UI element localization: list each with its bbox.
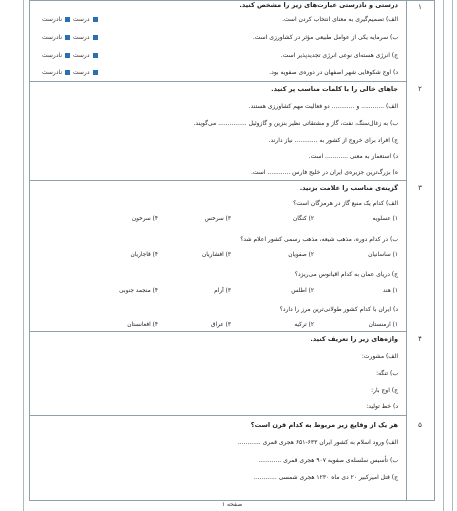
- question-number-2: ۲: [418, 85, 422, 93]
- q3-question-c: ج) دریای عمان به کدام اقیانوس می‌ریزد؟: [294, 271, 398, 278]
- true-label: درست: [73, 69, 90, 76]
- q3-d-option-1[interactable]: ۱) ارمنستان: [368, 322, 398, 328]
- question-number-1: ۱: [418, 3, 422, 11]
- q3-a-option-3[interactable]: ۳) سرخس: [204, 216, 231, 222]
- false-label: نادرست: [42, 34, 62, 41]
- q3-b-option-2[interactable]: ۲) صفویان: [288, 252, 314, 258]
- q3-b-option-4[interactable]: ۴) قاجاریان: [130, 252, 158, 258]
- true-label: درست: [73, 34, 90, 41]
- q5-title: هر یک از وقایع زیر مربوط به کدام قرن است؟: [250, 421, 398, 429]
- q1-title: درستی و نادرستی عبارت‌های زیر را مشخص کنید.: [239, 1, 398, 9]
- right-border-frame: [443, 0, 453, 511]
- q2-item-e: ه) بزرگ‌ترین جزیره‌ی ایران در خلیج فارس ............ است.: [250, 169, 398, 176]
- q1-b-answer: [42, 34, 98, 41]
- q3-b-option-3[interactable]: ۳) افشاریان: [202, 252, 231, 258]
- q1-d-true-checkbox[interactable]: [93, 70, 98, 75]
- q1-a-true-checkbox[interactable]: [93, 17, 98, 22]
- q3-d-option-3[interactable]: ۳) عراق: [211, 322, 231, 328]
- true-label: درست: [73, 16, 90, 23]
- q2-item-b: ب) به زغال‌سنگ، نفت، گاز و مشتقاتی نظیر بنزین و گازوئیل ............... می‌گویند.: [193, 120, 398, 127]
- q4-item-a: الف) مشورت:: [361, 353, 398, 360]
- true-label: درست: [73, 52, 90, 59]
- q5-item-b: ب) تأسیس سلسله‌ی صفویه ۹۰۷ هجری قمری ............: [258, 457, 398, 464]
- q3-a-option-1[interactable]: ۱) عسلویه: [372, 216, 398, 222]
- q1-a-false-checkbox[interactable]: [65, 17, 70, 22]
- q3-a-option-4[interactable]: ۴) سرخون: [131, 216, 158, 222]
- q3-question-d: د) ایران با کدام کشور طولانی‌ترین مرز را دارد؟: [279, 306, 398, 313]
- exam-sheet: [29, 0, 435, 501]
- false-label: نادرست: [42, 69, 62, 76]
- section-q3: [30, 180, 406, 332]
- q3-a-option-2[interactable]: ۲) کنگان: [293, 216, 314, 222]
- q3-d-option-4[interactable]: ۴) افغانستان: [127, 322, 158, 328]
- q1-a-answer: [42, 16, 98, 23]
- q1-c-false-checkbox[interactable]: [65, 53, 70, 58]
- q2-item-c: ج) افراد برای خروج از کشور به ............ نیاز دارند.: [268, 137, 398, 144]
- q5-item-c: ج) قتل امیرکبیر ۲۰ دی ماه ۱۲۳۰ هجری شمسی ............: [253, 474, 398, 481]
- q1-item-c: ج) انرژی هسته‌ای نوعی انرژی تجدیدپذیر است.: [280, 52, 398, 59]
- q3-d-option-2[interactable]: ۲) ترکیه: [294, 322, 314, 328]
- section-q4: [30, 331, 406, 416]
- question-number-5: ۵: [418, 421, 422, 429]
- q1-b-false-checkbox[interactable]: [65, 35, 70, 40]
- q3-title: گزینه‌ی مناسب را علامت بزنید.: [299, 184, 398, 192]
- section-q1: [30, 1, 406, 82]
- q3-question-a: الف) کدام یک منبع گاز در هرمزگان است؟: [293, 200, 398, 207]
- q3-c-option-3[interactable]: ۳) آرام: [214, 288, 231, 294]
- q1-c-answer: [42, 52, 98, 59]
- page-footer: صفحه ۱: [221, 501, 243, 508]
- q3-b-option-1[interactable]: ۱) ساسانیان: [368, 252, 398, 258]
- left-border-frame: [23, 0, 27, 511]
- q1-c-true-checkbox[interactable]: [93, 53, 98, 58]
- q3-c-option-1[interactable]: ۱) هند: [382, 288, 398, 294]
- q2-item-a: الف) ............ و ............ دو فعالیت مهم کشاورزی هستند.: [248, 103, 398, 110]
- q3-question-b: ب) در کدام دوره، مذهب شیعه، مذهب رسمی کشور اعلام شد؟: [240, 236, 398, 243]
- q1-item-b: ب) سرمایه یکی از عوامل طبیعی مؤثر در کشاورزی است.: [252, 34, 398, 41]
- q4-item-d: د) خط تولید:: [366, 403, 398, 410]
- q1-item-a: الف) تصمیم‌گیری به معنای انتخاب کردن است.: [282, 16, 398, 23]
- false-label: نادرست: [42, 16, 62, 23]
- question-number-3: ۳: [418, 184, 422, 192]
- false-label: نادرست: [42, 52, 62, 59]
- q2-item-d: د) استعمار به معنی ............ است.: [308, 153, 398, 160]
- question-number-4: ۴: [418, 335, 422, 343]
- q4-title: واژه‌های زیر را تعریف کنید.: [310, 335, 398, 343]
- q1-item-d: د) اوج شکوفایی شهر اصفهان در دوره‌ی صفویه بود.: [269, 69, 398, 76]
- q1-d-answer: [42, 69, 98, 76]
- q2-title: جاهای خالی را با کلمات مناسب پر کنید.: [271, 85, 398, 93]
- q4-item-c: ج) اوج بار:: [371, 387, 398, 394]
- q4-item-b: ب) تنگه:: [376, 370, 398, 377]
- q1-b-true-checkbox[interactable]: [93, 35, 98, 40]
- q1-d-false-checkbox[interactable]: [65, 70, 70, 75]
- q3-c-option-2[interactable]: ۲) اطلس: [291, 288, 314, 294]
- section-q5: [30, 415, 406, 501]
- q5-item-a: الف) ورود اسلام به کشور ایران ۶۳۳-۶۵۱ هجری قمری ............: [237, 439, 398, 446]
- q3-c-option-4[interactable]: ۴) منجمد جنوبی: [119, 288, 158, 294]
- section-q2: [30, 81, 406, 181]
